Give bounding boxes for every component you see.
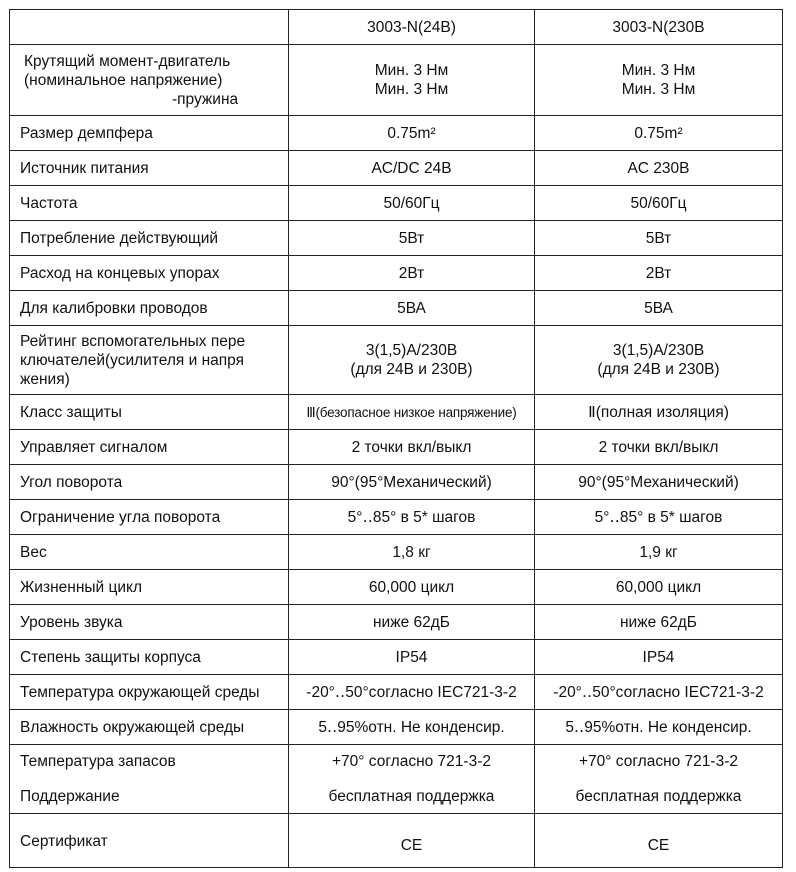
value-230v: -20°‥50°согласно IEC721-3-2 (535, 675, 783, 710)
table-row (10, 570, 783, 605)
value-24v: ниже 62дБ (289, 605, 535, 640)
row-label: Температура окружающей среды (10, 675, 289, 710)
row-label (10, 745, 289, 814)
value-24v (289, 745, 535, 814)
value-230v: 1,9 кг (535, 535, 783, 570)
row-label: Частота (10, 186, 289, 221)
value-line: бесплатная поддержка (575, 788, 742, 805)
row-label: Размер демпфера (10, 116, 289, 151)
value-230v: Ⅱ(полная изоляция) (535, 395, 783, 430)
row-label: Расход на концевых упорах (10, 256, 289, 291)
table-row (10, 640, 783, 675)
value-line: (для 24В и 230В) (597, 361, 720, 378)
row-label (10, 45, 289, 116)
table-row (10, 605, 783, 640)
value-230v: 5‥95%отн. Не конденсир. (535, 710, 783, 745)
value-24v: 90°(95°Механический) (289, 465, 535, 500)
value-230v: ниже 62дБ (535, 605, 783, 640)
label-line: -пружина (172, 90, 239, 108)
value-230v: 50/60Гц (535, 186, 783, 221)
value-24v: 60,000 цикл (289, 570, 535, 605)
table-row (10, 221, 783, 256)
value-230v: 5°‥85° в 5* шагов (535, 500, 783, 535)
value-230v: 5Вт (535, 221, 783, 256)
row-label (10, 326, 289, 395)
value-line: 3(1,5)А/230В (612, 342, 705, 359)
value-24v: 2 точки вкл/выкл (289, 430, 535, 465)
value-24v: Ⅲ(безопасное низкое напряжение) (289, 395, 535, 430)
row-label: Вес (10, 535, 289, 570)
label-line: Рейтинг вспомогательных пере (20, 332, 246, 350)
value-230v (535, 745, 783, 814)
value-24v (289, 45, 535, 116)
value-line: бесплатная поддержка (328, 788, 495, 805)
value-24v: AC/DC 24В (289, 151, 535, 186)
value-230v: 2Вт (535, 256, 783, 291)
label-line: ключателей(усилителя и напря (20, 351, 244, 369)
value-230v (535, 45, 783, 116)
table-row (10, 291, 783, 326)
table-row (10, 500, 783, 535)
value-24v: IP54 (289, 640, 535, 675)
header-cell-230v: 3003-N(230В (535, 10, 783, 45)
value-230v: CE (535, 814, 783, 868)
value-24v (289, 326, 535, 395)
value-24v: 5°‥85° в 5* шагов (289, 500, 535, 535)
value-line: Мин. 3 Нм (621, 81, 696, 98)
value-230v: IP54 (535, 640, 783, 675)
value-230v: 0.75m² (535, 116, 783, 151)
value-24v: 0.75m² (289, 116, 535, 151)
table-row (10, 465, 783, 500)
value-230v: AC 230В (535, 151, 783, 186)
row-label: Уровень звука (10, 605, 289, 640)
row-label: Ограничение угла поворота (10, 500, 289, 535)
table-row (10, 535, 783, 570)
table-row (10, 710, 783, 745)
table-row (10, 814, 783, 868)
table-row (10, 45, 783, 116)
row-label: Сертификат (10, 814, 289, 868)
value-230v: 5ВА (535, 291, 783, 326)
value-line: +70° согласно 721-3-2 (579, 753, 738, 770)
value-230v: 90°(95°Механический) (535, 465, 783, 500)
label-line: (номинальное напряжение) (24, 71, 223, 89)
value-24v: 5‥95%отн. Не конденсир. (289, 710, 535, 745)
value-24v: 2Вт (289, 256, 535, 291)
header-cell-empty (10, 10, 289, 45)
row-label: Степень защиты корпуса (10, 640, 289, 675)
row-label: Управляет сигналом (10, 430, 289, 465)
row-label: Класс защиты (10, 395, 289, 430)
row-label: Влажность окружающей среды (10, 710, 289, 745)
table-row (10, 186, 783, 221)
label-line: Температура запасов (20, 753, 176, 770)
value-line: 3(1,5)А/230В (365, 342, 458, 359)
row-label: Для калибровки проводов (10, 291, 289, 326)
value-230v (535, 326, 783, 395)
table-row (10, 151, 783, 186)
row-label: Источник питания (10, 151, 289, 186)
table-row (10, 430, 783, 465)
table-row (10, 256, 783, 291)
value-24v: 50/60Гц (289, 186, 535, 221)
spec-table (9, 9, 783, 868)
value-24v: 5ВА (289, 291, 535, 326)
value-24v: CE (289, 814, 535, 868)
header-cell-24v: 3003-N(24В) (289, 10, 535, 45)
row-label: Жизненный цикл (10, 570, 289, 605)
value-230v: 60,000 цикл (535, 570, 783, 605)
value-24v: -20°‥50°согласно IEC721-3-2 (289, 675, 535, 710)
value-24v: 5Вт (289, 221, 535, 256)
value-line: +70° согласно 721-3-2 (332, 753, 491, 770)
row-label: Потребление действующий (10, 221, 289, 256)
value-line: Мин. 3 Нм (621, 62, 696, 79)
value-line: Мин. 3 Нм (374, 62, 449, 79)
value-230v: 2 точки вкл/выкл (535, 430, 783, 465)
label-line: Поддержание (20, 788, 120, 805)
value-24v: 1,8 кг (289, 535, 535, 570)
header-row (10, 10, 783, 45)
table-row (10, 675, 783, 710)
table-row (10, 116, 783, 151)
label-line: жения) (20, 370, 70, 388)
table-row (10, 326, 783, 395)
table-row (10, 395, 783, 430)
value-line: (для 24В и 230В) (350, 361, 473, 378)
label-line: Крутящий момент-двигатель (24, 52, 231, 70)
row-label: Угол поворота (10, 465, 289, 500)
value-line: Мин. 3 Нм (374, 81, 449, 98)
table-row (10, 745, 783, 814)
